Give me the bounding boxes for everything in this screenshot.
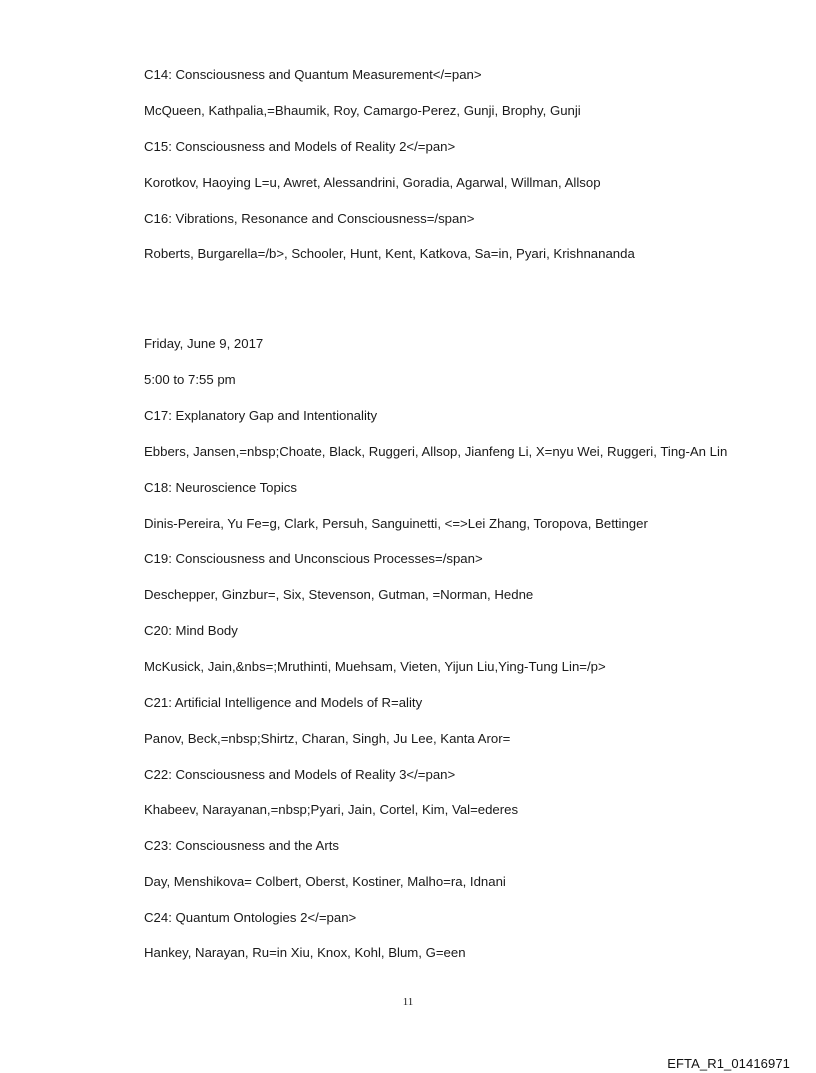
session-title-c15: C15: Consciousness and Models of Reality 2</=pan> (144, 139, 456, 154)
session-speakers-c14: McQueen, Kathpalia,=Bhaumik, Roy, Camargo-Perez, Gunji, Brophy, Gunji (144, 103, 581, 118)
page-number: 11 (402, 996, 414, 1008)
bates-id: EFTA_R1_01416971 (667, 1056, 790, 1071)
session-speakers-c21: Panov, Beck,=nbsp;Shirtz, Charan, Singh, Ju Lee, Kanta Aror= (144, 731, 511, 746)
session-title-c19: C19: Consciousness and Unconscious Processes=/span> (144, 551, 483, 566)
session-speakers-c16: Roberts, Burgarella=/b>, Schooler, Hunt, Kent, Katkova, Sa=in, Pyari, Krishnananda (144, 246, 635, 261)
session-title-c22: C22: Consciousness and Models of Reality 3</=pan> (144, 767, 456, 782)
session-title-c18: C18: Neuroscience Topics (144, 480, 297, 495)
session-title-c23: C23: Consciousness and the Arts (144, 838, 339, 853)
session-speakers-c17: Ebbers, Jansen,=nbsp;Choate, Black, Ruggeri, Allsop, Jianfeng Li, X=nyu Wei, Ruggeri, Ting-An Lin (144, 444, 728, 459)
session-speakers-c20: McKusick, Jain,&nbs=;Mruthinti, Muehsam, Vieten, Yijun Liu,Ying-Tung Lin=/p> (144, 659, 606, 674)
session-speakers-c24: Hankey, Narayan, Ru=in Xiu, Knox, Kohl, Blum, G=een (144, 945, 466, 960)
session-speakers-c15: Korotkov, Haoying L=u, Awret, Alessandrini, Goradia, Agarwal, Willman, Allsop (144, 175, 601, 190)
session-title-c21: C21: Artificial Intelligence and Models of R=ality (144, 695, 423, 710)
session-speakers-c23: Day, Menshikova= Colbert, Oberst, Kostiner, Malho=ra, Idnani (144, 874, 506, 889)
day-date: Friday, June 9, 2017 (144, 336, 264, 351)
session-title-c14: C14: Consciousness and Quantum Measurement</=pan> (144, 67, 482, 82)
session-speakers-c22: Khabeev, Narayanan,=nbsp;Pyari, Jain, Cortel, Kim, Val=ederes (144, 802, 519, 817)
session-title-c20: C20: Mind Body (144, 623, 238, 638)
session-title-c16: C16: Vibrations, Resonance and Consciousness=/span> (144, 211, 475, 226)
session-speakers-c19: Deschepper, Ginzbur=, Six, Stevenson, Gutman, =Norman, Hedne (144, 587, 534, 602)
session-title-c24: C24: Quantum Ontologies 2</=pan> (144, 910, 357, 925)
session-speakers-c18: Dinis-Pereira, Yu Fe=g, Clark, Persuh, Sanguinetti, <=>Lei Zhang, Toropova, Bettinger (144, 516, 648, 531)
day-time: 5:00 to 7:55 pm (144, 372, 236, 387)
session-title-c17: C17: Explanatory Gap and Intentionality (144, 408, 378, 423)
